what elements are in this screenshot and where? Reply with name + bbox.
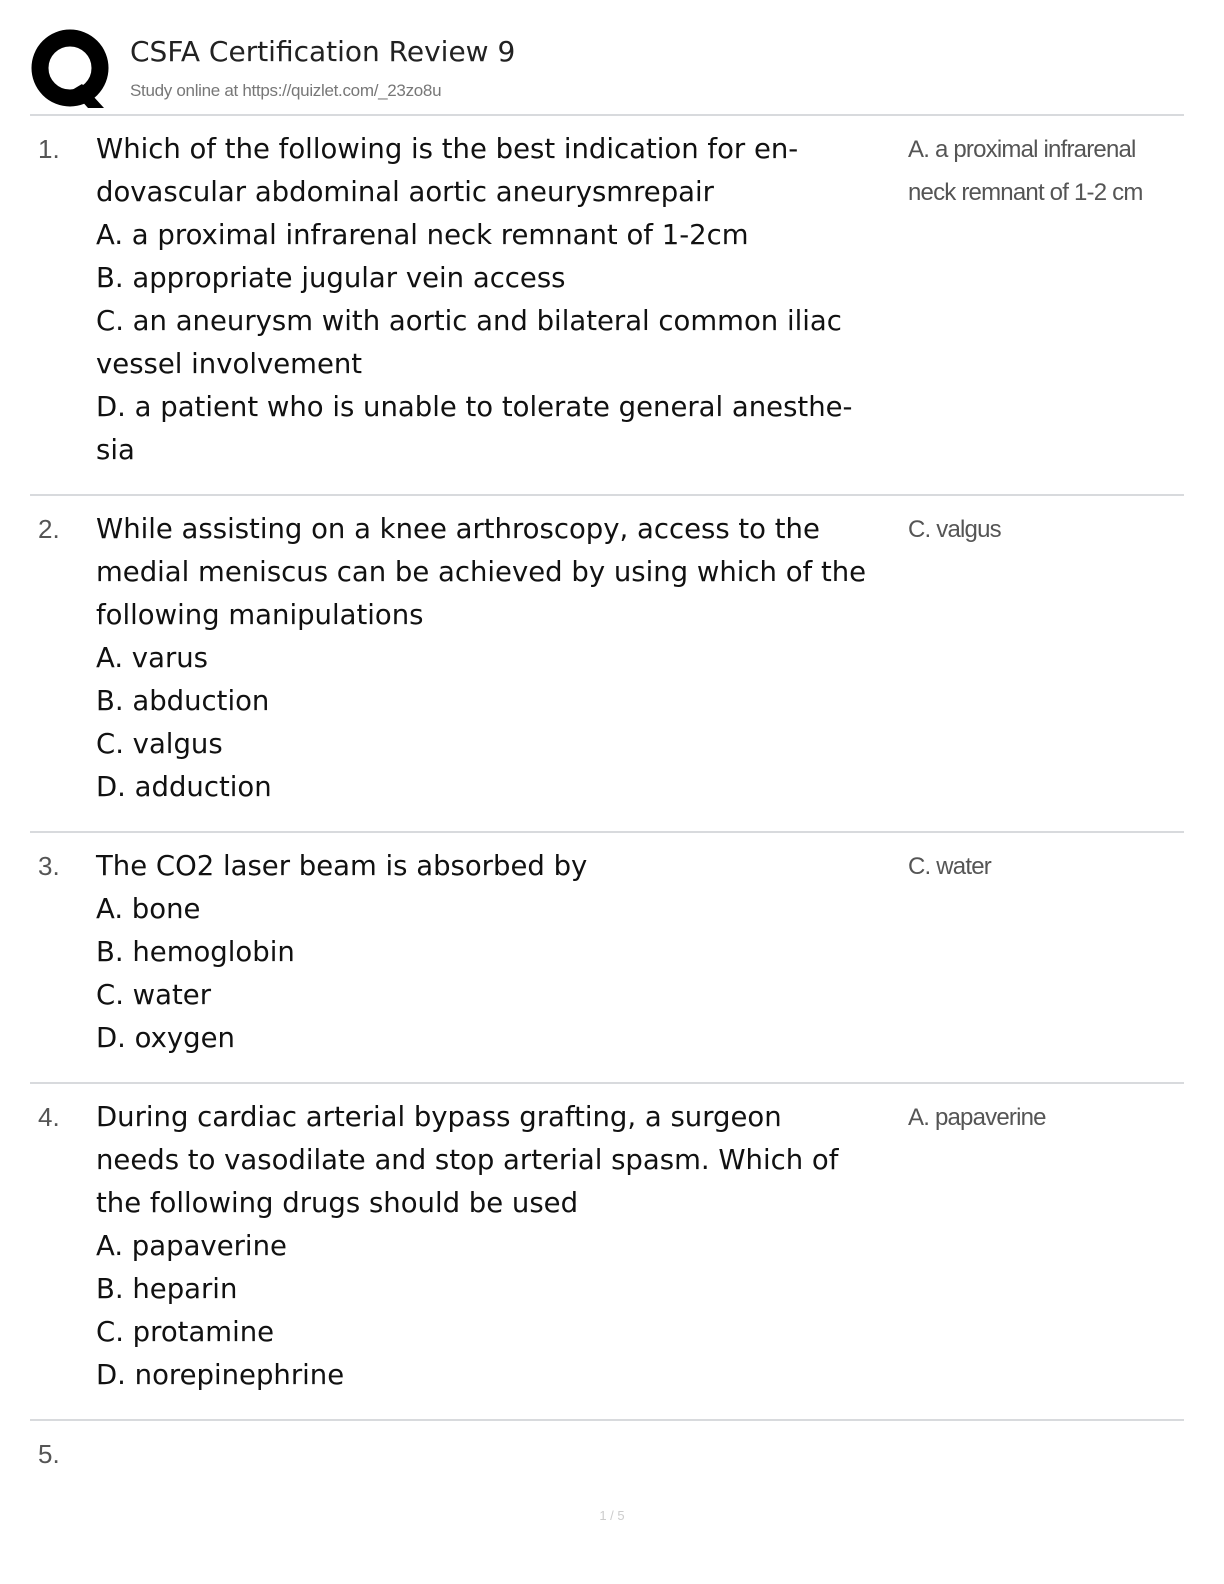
question-line: A. papaverine [96,1230,287,1262]
study-online-link[interactable]: Study online at https://quizlet.com/_23zo8u [130,81,442,100]
question-line: B. appropriate jugular vein access [96,262,566,294]
question-line: A. bone [96,893,201,925]
card-answer [904,496,1184,831]
question-line: B. heparin [96,1273,238,1305]
question-line: D. a patient who is unable to tolerate general anesthe- [96,391,853,423]
card-question [96,1421,904,1476]
question-line: D. oxygen [96,1022,235,1054]
page-title: CSFA Certification Review 9 [130,35,516,68]
answer-line: neck remnant of 1-2 cm [908,179,1143,206]
card-question [96,496,904,831]
question-line: the following drugs should be used [96,1187,579,1219]
card-answer [904,1421,1184,1476]
question-line: B. hemoglobin [96,936,295,968]
question-line: A. varus [96,642,209,674]
question-line: A. a proximal infrarenal neck remnant of 1-2cm [96,219,749,251]
card-number: 1. [38,134,60,164]
question-line: dovascular abdominal aortic aneurysmrepair [96,176,714,208]
question-line: C. valgus [96,728,223,760]
question-line: D. adduction [96,771,272,803]
answer-line: A. papaverine [908,1104,1046,1131]
question-line: needs to vasodilate and stop arterial spasm. Which of [96,1144,839,1176]
answer-line: A. a proximal infrarenal [908,136,1136,163]
question-line: The CO2 laser beam is absorbed by [96,850,588,882]
question-line: While assisting on a knee arthroscopy, access to the [96,513,820,545]
flashcard-row [30,1421,1184,1476]
quizlet-logo-icon [30,28,112,110]
question-line: following manipulations [96,599,424,631]
flashcard-row [30,1084,1184,1421]
question-line: D. norepinephrine [96,1359,345,1391]
card-number: 2. [38,514,60,544]
question-line: C. water [96,979,212,1011]
card-question [96,1084,904,1419]
flashcard-list [30,116,1184,1476]
card-number: 3. [38,851,60,881]
card-answer [904,116,1184,494]
question-line: sia [96,434,135,466]
page-header [30,28,1184,116]
card-number: 5. [38,1439,60,1469]
card-question [96,833,904,1082]
card-answer [904,833,1184,1082]
question-line: C. protamine [96,1316,275,1348]
question-line: vessel involvement [96,348,363,380]
question-line: medial meniscus can be achieved by using which of the [96,556,867,588]
flashcard-row [30,496,1184,833]
question-line: C. an aneurysm with aortic and bilateral common iliac [96,305,842,337]
question-line: Which of the following is the best indication for en- [96,133,799,165]
page-indicator: 1 / 5 [599,1508,625,1523]
flashcard-row [30,833,1184,1084]
question-line: During cardiac arterial bypass grafting, a surgeon [96,1101,782,1133]
question-line: B. abduction [96,685,270,717]
card-answer [904,1084,1184,1419]
card-question [96,116,904,494]
flashcard-row [30,116,1184,496]
answer-line: C. valgus [908,516,1001,543]
answer-line: C. water [908,853,991,880]
card-number: 4. [38,1102,60,1132]
